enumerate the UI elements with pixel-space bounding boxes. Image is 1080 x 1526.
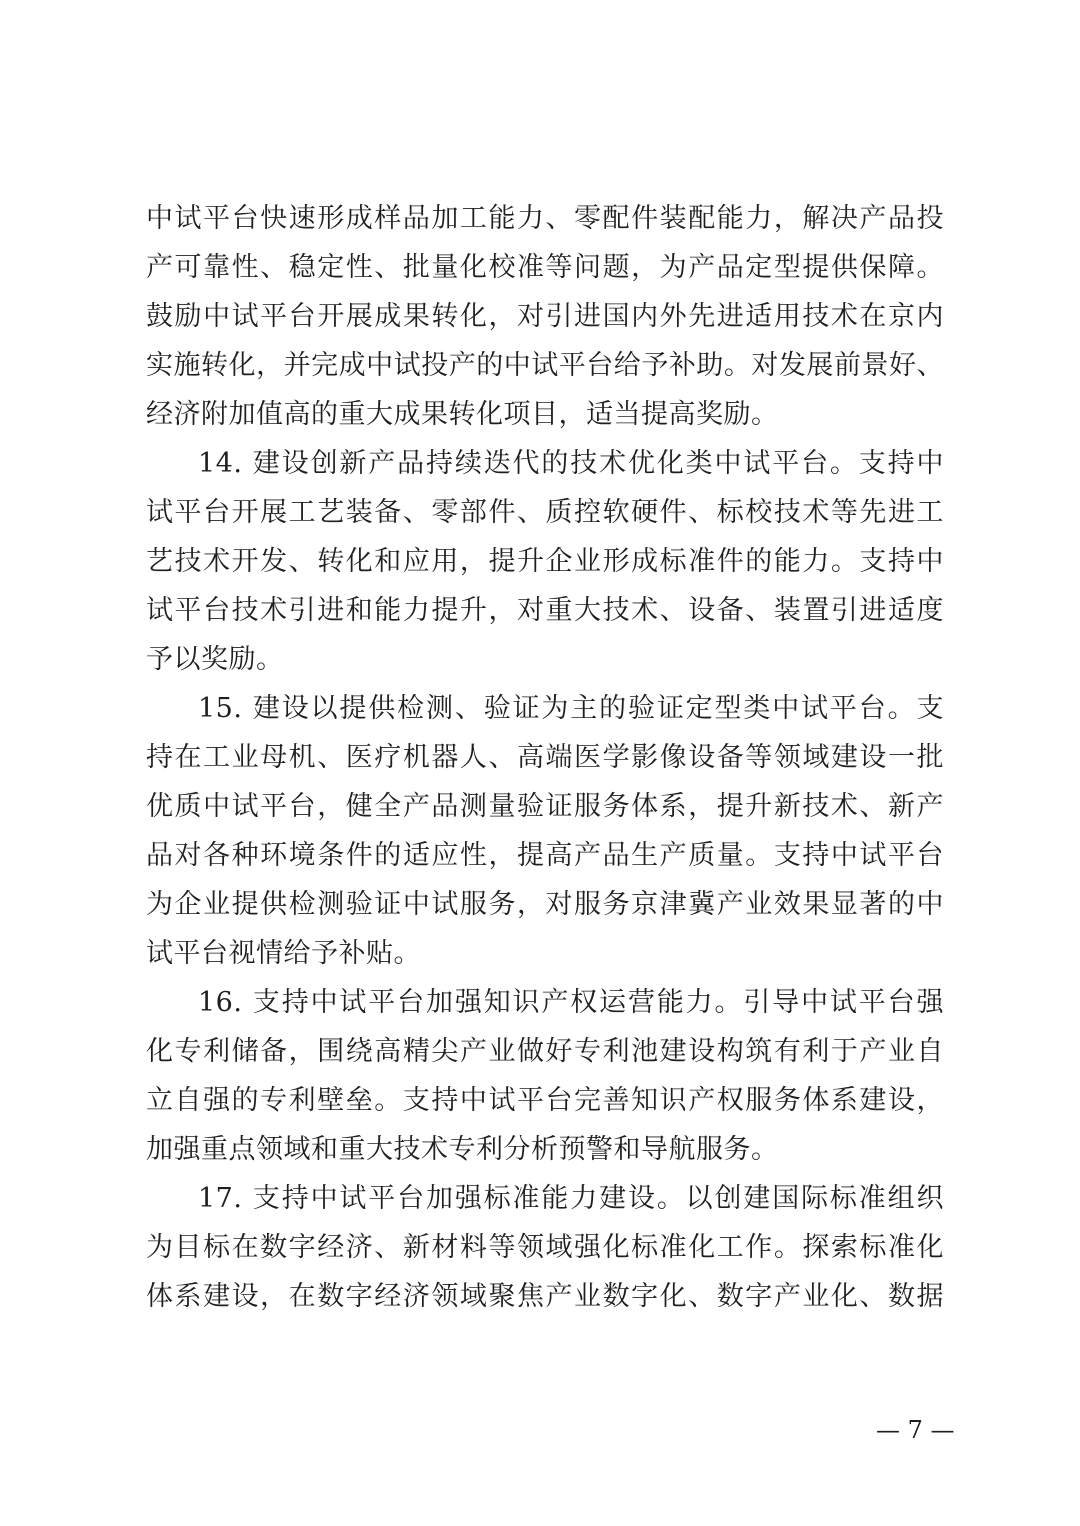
page-number: — 7 —: [876, 1416, 955, 1444]
text-line: 为目标在数字经济、新材料等领域强化标准化工作。探索标准化: [146, 1232, 944, 1263]
text-line: 中试平台快速形成样品加工能力、零配件装配能力，解决产品投: [146, 203, 944, 234]
text-line: 持在工业母机、医疗机器人、高端医学影像设备等领域建设一批: [146, 742, 944, 773]
paragraph-heading-17: 17. 支持中试平台加强标准能力建设。以创建国际标准组织: [198, 1183, 944, 1214]
text-line: 为企业提供检测验证中试服务，对服务京津冀产业效果显著的中: [146, 889, 944, 920]
text-line: 立自强的专利壁垒。支持中试平台完善知识产权服务体系建设，: [146, 1085, 944, 1116]
text-line: 优质中试平台，健全产品测量验证服务体系，提升新技术、新产: [146, 791, 944, 822]
text-line: 加强重点领域和重大技术专利分析预警和导航服务。: [146, 1134, 779, 1165]
text-line: 品对各种环境条件的适应性，提高产品生产质量。支持中试平台: [146, 840, 944, 871]
text-line: 艺技术开发、转化和应用，提升企业形成标准件的能力。支持中: [146, 546, 944, 577]
text-line: 体系建设，在数字经济领域聚焦产业数字化、数字产业化、数据: [146, 1281, 944, 1312]
paragraph-heading-15: 15. 建设以提供检测、验证为主的验证定型类中试平台。支: [198, 693, 944, 724]
text-line: 予以奖励。: [146, 644, 284, 675]
text-line: 试平台技术引进和能力提升，对重大技术、设备、装置引进适度: [146, 595, 944, 626]
text-line: 化专利储备，围绕高精尖产业做好专利池建设构筑有利于产业自: [146, 1036, 944, 1067]
text-line: 试平台视情给予补贴。: [146, 938, 421, 969]
text-line: 产可靠性、稳定性、批量化校准等问题，为产品定型提供保障。: [146, 252, 944, 283]
text-line: 实施转化，并完成中试投产的中试平台给予补助。对发展前景好、: [146, 350, 944, 381]
text-line: 经济附加值高的重大成果转化项目，适当提高奖励。: [146, 399, 779, 430]
paragraph-heading-14: 14. 建设创新产品持续迭代的技术优化类中试平台。支持中: [198, 448, 944, 479]
paragraph-heading-16: 16. 支持中试平台加强知识产权运营能力。引导中试平台强: [198, 987, 944, 1018]
text-line: 试平台开展工艺装备、零部件、质控软硬件、标校技术等先进工: [146, 497, 944, 528]
text-line: 鼓励中试平台开展成果转化，对引进国内外先进适用技术在京内: [146, 301, 944, 332]
